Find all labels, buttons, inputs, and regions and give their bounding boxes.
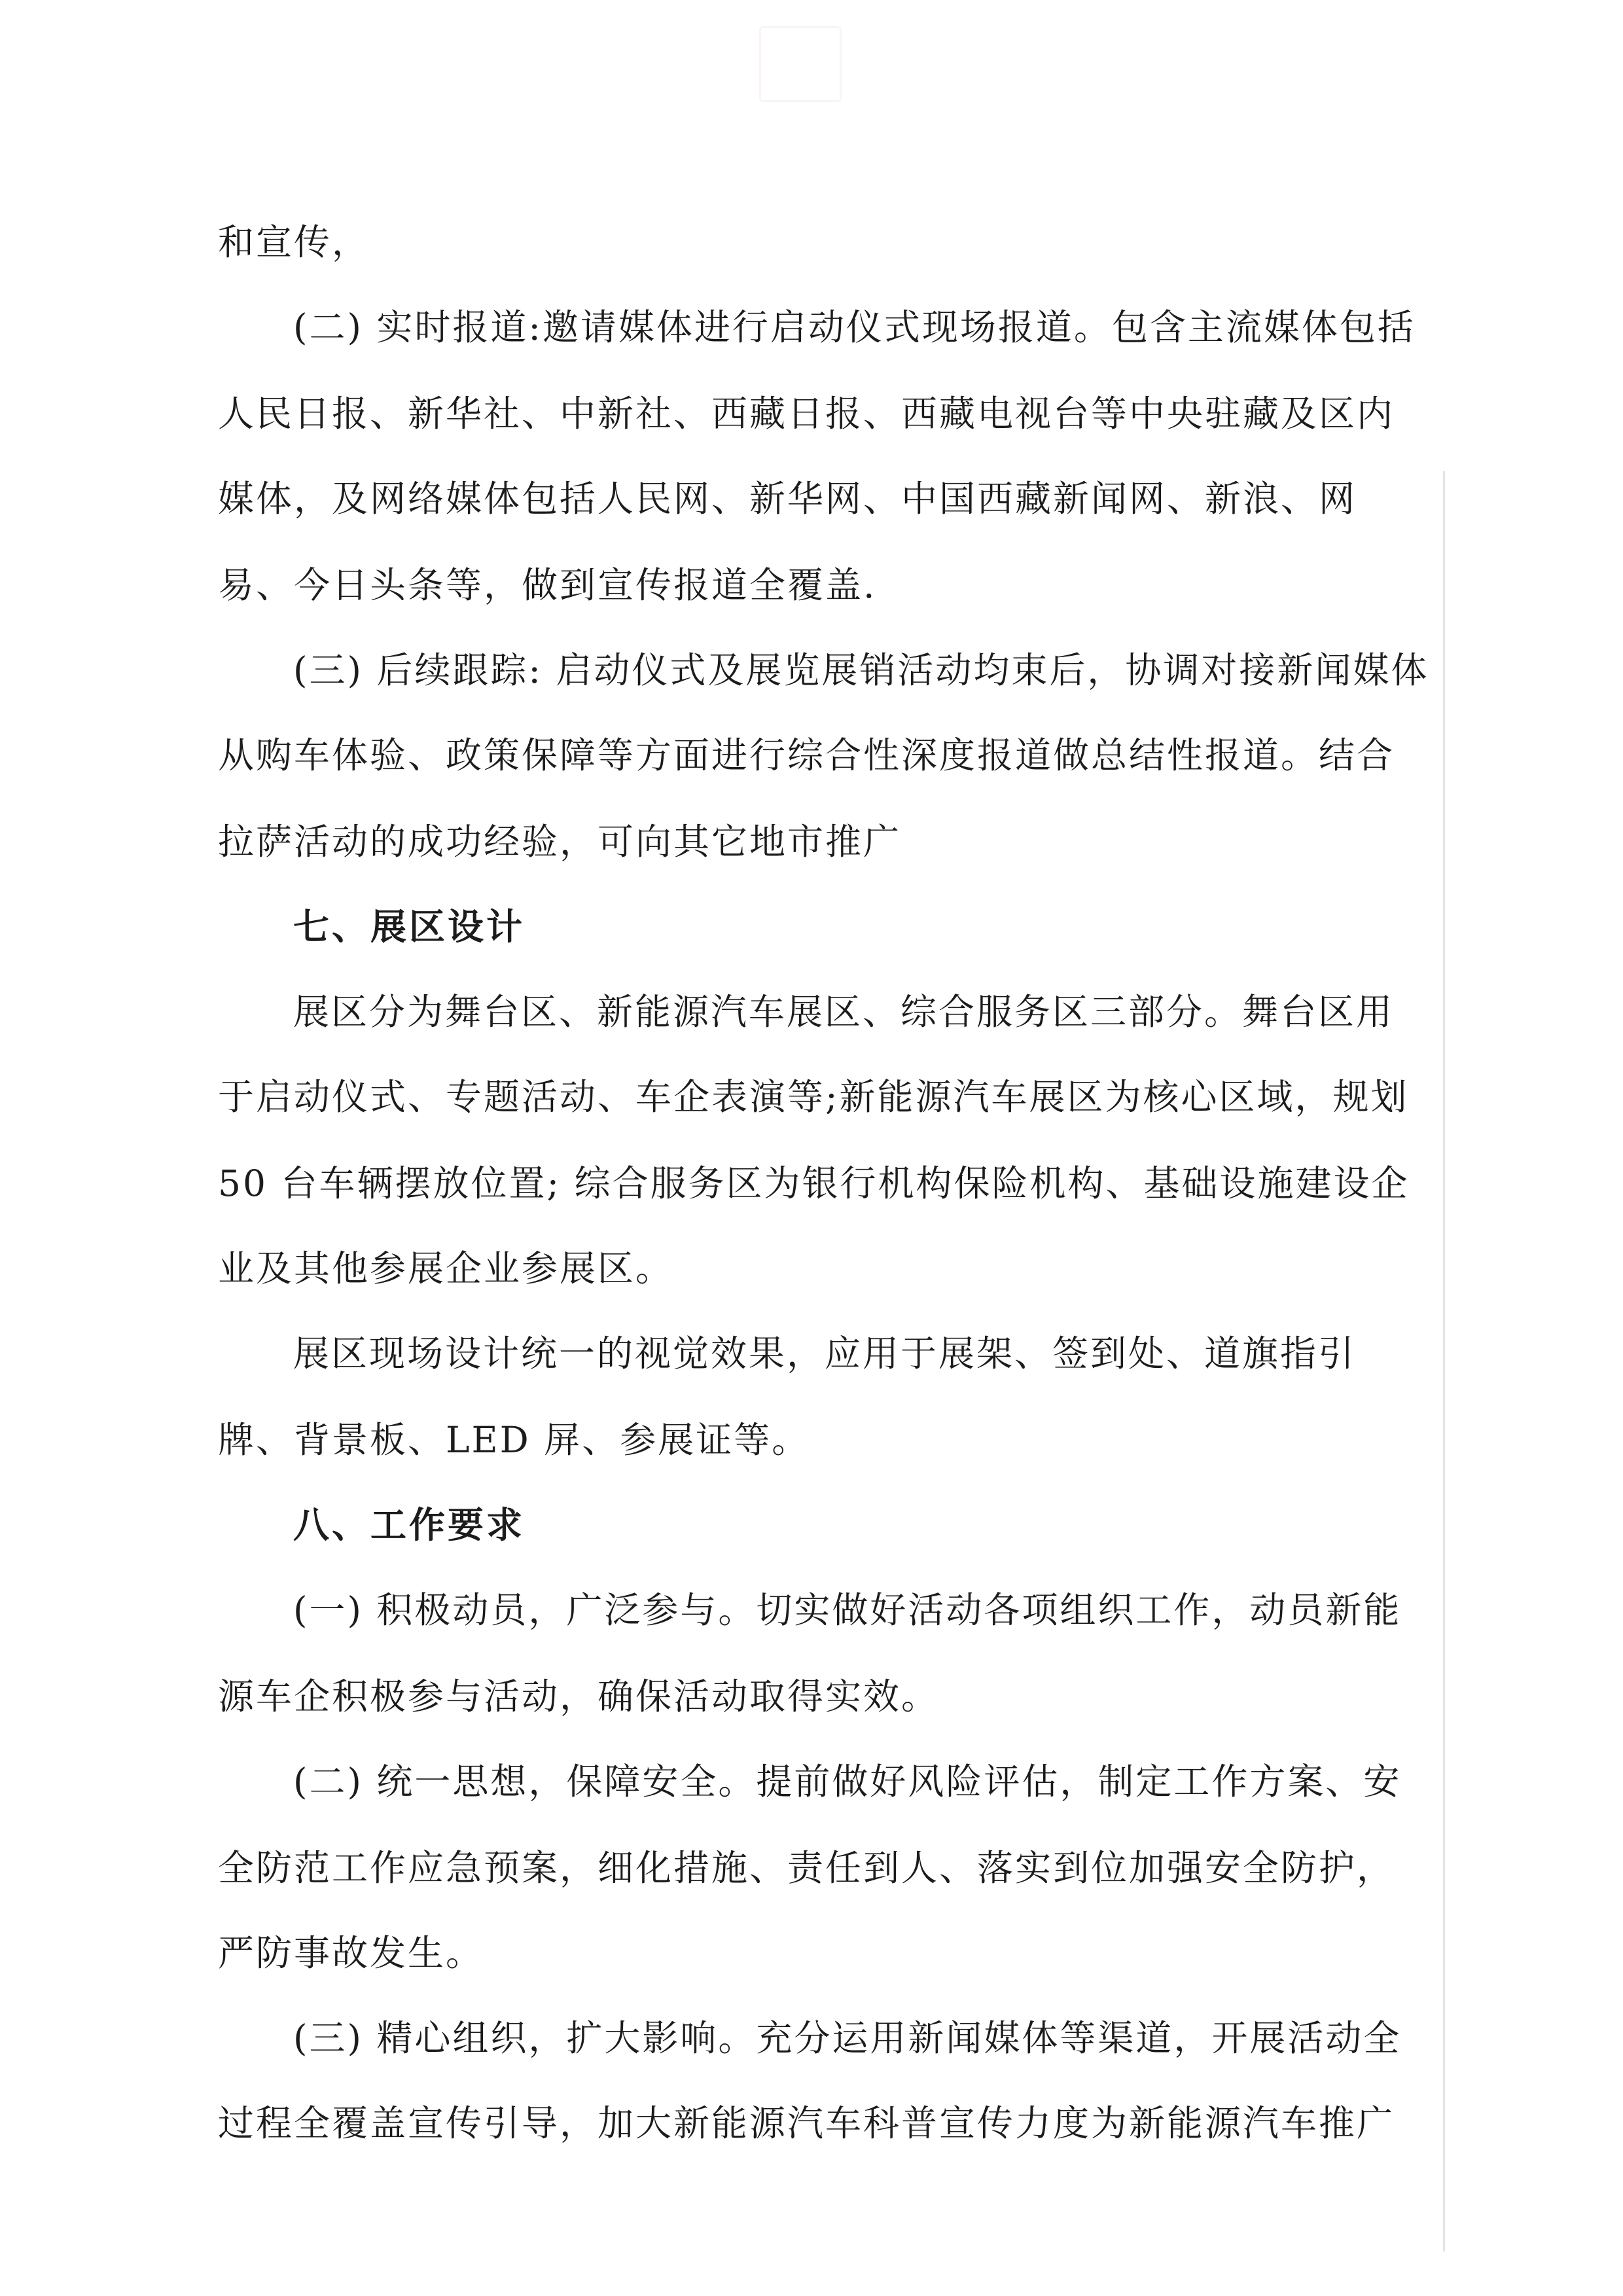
paragraph-line: (二) 统一思想，保障安全。提前做好风险评估，制定工作方案、安 <box>293 1761 1402 1803</box>
paragraph-line: 过程全覆盖宣传引导，加大新能源汽车科普宣传力度为新能源汽车推广 <box>218 2102 1395 2144</box>
paragraph-line: 全防范工作应急预案，细化措施、责任到人、落实到位加强安全防护， <box>218 1847 1395 1889</box>
paragraph-line: (三) 后续跟踪: 启动仪式及展览展销活动均束后，协调对接新闻媒体 <box>293 649 1429 691</box>
paragraph-line: 从购车体验、政策保障等方面进行综合性深度报道做总结性报道。结合 <box>218 734 1395 776</box>
paragraph-line: (三) 精心组织，扩大影响。充分运用新闻媒体等渠道，开展活动全 <box>293 2017 1402 2059</box>
paragraph-line: 展区现场设计统一的视觉效果，应用于展架、签到处、道旗指引 <box>293 1333 1357 1374</box>
paragraph-line: 人民日报、新华社、中新社、西藏日报、西藏电视台等中央驻藏及区内 <box>218 393 1395 435</box>
paragraph-line: 源车企积极参与活动，确保活动取得实效。 <box>218 1676 940 1717</box>
paragraph-line: 牌、背景板、LED 屏、参展证等。 <box>218 1419 810 1461</box>
paragraph-line: 50 台车辆摆放位置; 综合服务区为银行机构保险机构、基础设施建设企 <box>218 1162 1410 1204</box>
scan-edge-line <box>1443 471 1445 2251</box>
paragraph-line: 和宣传， <box>218 221 370 263</box>
paragraph-line: 易、今日头条等，做到宣传报道全覆盖. <box>218 564 877 606</box>
paragraph-line: 展区分为舞台区、新能源汽车展区、综合服务区三部分。舞台区用 <box>293 991 1395 1033</box>
faint-stamp-mark <box>759 26 842 102</box>
paragraph-line: (一) 积极动员，广泛参与。切实做好活动各项组织工作，动员新能 <box>293 1589 1402 1631</box>
section-heading-8: 八、工作要求 <box>293 1503 526 1546</box>
paragraph-line: 媒体，及网络媒体包括人民网、新华网、中国西藏新闻网、新浪、网 <box>218 478 1357 520</box>
section-heading-7: 七、展区设计 <box>293 905 526 948</box>
paragraph-line: 严防事故发生。 <box>218 1932 484 1974</box>
paragraph-line: 业及其他参展企业参展区。 <box>218 1247 674 1289</box>
paragraph-line: (二) 实时报道:邀请媒体进行启动仪式现场报道。包含主流媒体包括 <box>293 306 1416 348</box>
paragraph-line: 于启动仪式、专题活动、车企表演等;新能源汽车展区为核心区域，规划 <box>218 1076 1409 1118</box>
paragraph-line: 拉萨活动的成功经验，可向其它地市推广 <box>218 821 902 863</box>
